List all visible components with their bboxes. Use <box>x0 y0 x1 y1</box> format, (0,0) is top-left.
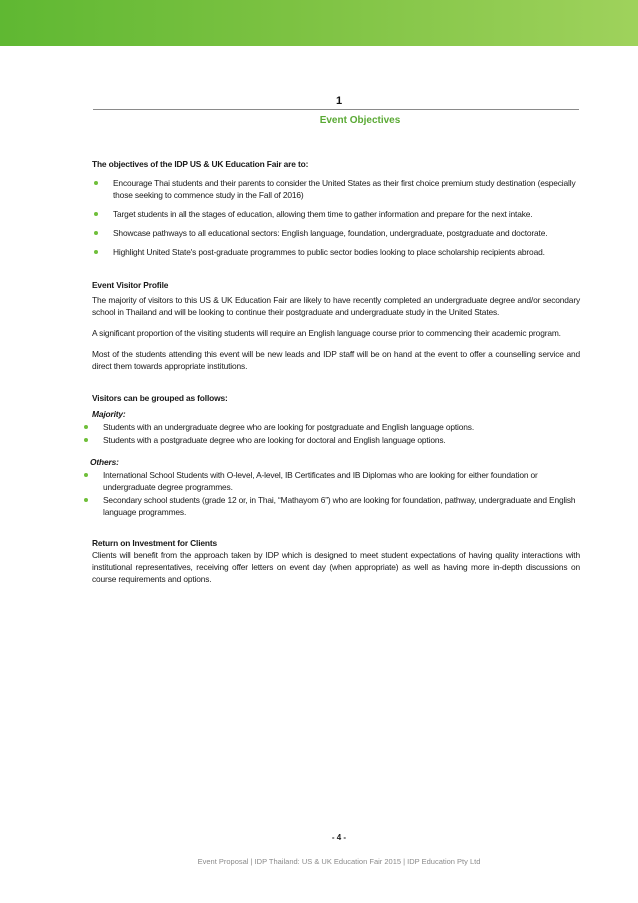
objectives-heading: The objectives of the IDP US & UK Education Fair are to: <box>92 159 309 169</box>
majority-label: Majority: <box>92 409 126 419</box>
roi-paragraph: Clients will benefit from the approach taken by IDP which is designed to meet student expectations of having quality interactions with institutional representatives, receiving offer letters on event day (when appropriate) as well as having more in-depth discussions on course requirements and options. <box>92 550 580 584</box>
list-item: International School Students with O-level, A-level, IB Certificates and IB Diplomas who are looking for either foundation or undergraduate degree programmes. <box>82 469 580 493</box>
bullet-icon <box>94 231 98 235</box>
list-item: Students with an undergraduate degree who are looking for postgraduate and English language options. <box>82 421 580 433</box>
majority-list <box>82 421 580 446</box>
bullet-icon <box>84 473 88 477</box>
visitor-groups-heading: Visitors can be grouped as follows: <box>92 393 228 403</box>
visitor-profile-heading: Event Visitor Profile <box>92 280 169 290</box>
bullet-icon <box>94 250 98 254</box>
objectives-list <box>92 177 580 258</box>
others-list <box>82 469 580 518</box>
bullet-icon <box>84 438 88 442</box>
list-item: Students with a postgraduate degree who are looking for doctoral and English language options. <box>82 434 580 446</box>
header-rule <box>93 109 579 110</box>
document-body <box>92 158 580 585</box>
visitor-profile-paragraph: The majority of visitors to this US & UK Education Fair are likely to have recently completed an undergraduate degree and/or secondary school in Thailand and will be looking to continue their postgraduate and undergraduate study in the United States. <box>92 295 580 317</box>
bullet-icon <box>84 425 88 429</box>
page-number: - 4 - <box>331 833 347 842</box>
list-item: Highlight United State's post-graduate programmes to public sector bodies looking to place scholarship recipients abroad. <box>92 246 580 258</box>
list-item: Encourage Thai students and their parents to consider the United States as their first choice premium study destination (especially those seeking to commence study in the Fall of 2016) <box>92 177 580 201</box>
roi-heading: Return on Investment for Clients <box>92 538 218 548</box>
bullet-icon <box>84 498 88 502</box>
others-label: Others: <box>90 457 119 467</box>
header-band <box>0 0 638 46</box>
footer-text: Event Proposal | IDP Thailand: US & UK Education Fair 2015 | IDP Education Pty Ltd <box>197 857 481 866</box>
bullet-icon <box>94 181 98 185</box>
list-item: Showcase pathways to all educational sectors: English language, foundation, undergraduate, postgraduate and doctorate. <box>92 227 580 239</box>
bullet-icon <box>94 212 98 216</box>
visitor-profile-paragraph: A significant proportion of the visiting students will require an English language course prior to commencing their academic program. <box>92 328 561 338</box>
list-item: Target students in all the stages of education, allowing them time to gather information and prepare for the next intake. <box>92 208 580 220</box>
visitor-profile-paragraph: Most of the students attending this event will be new leads and IDP staff will be on hand at the event to offer a counselling service and direct them towards appropriate institutions. <box>92 349 580 371</box>
section-title: Event Objectives <box>319 115 401 126</box>
list-item: Secondary school students (grade 12 or, in Thai, “Mathayom 6”) who are looking for foundation, pathway, undergraduate and English language programmes. <box>82 494 580 518</box>
section-number: 1 <box>335 95 343 107</box>
